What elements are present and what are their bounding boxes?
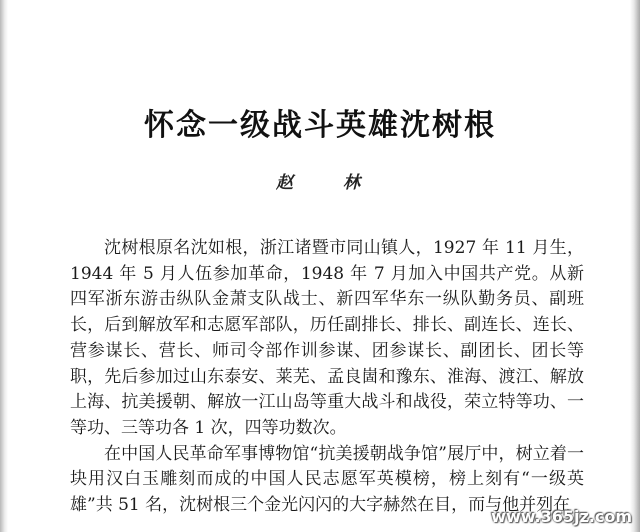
- page-edge-left: [0, 0, 8, 532]
- article-title: 怀念一级战斗英雄沈树根: [144, 108, 496, 143]
- paragraph-2: 在中国人民革命军事博物馆“抗美援朝战争馆”展厅中，树立着一块用汉白玉雕刻而成的中国人民志愿军英模榜，榜上刻有“一级英雄”共 51 名，沈树根三个金光闪闪的大字赫然在目，而与他并列在: [70, 443, 584, 516]
- page-edge-right: [630, 0, 640, 532]
- site-watermark: www.365jz.com: [491, 507, 632, 526]
- article-body: [70, 236, 584, 519]
- article-author: 赵 林: [276, 173, 382, 193]
- paragraph-1: 沈树根原名沈如根，浙江诸暨市同山镇人，1927 年 11 月生，1944 年 5 月人伍参加革命，1948 年 7 月加入中国共产党。从新四军浙东游击纵队金萧支队战士、新四军华东一纵队勤务员、副班长，后到解放军和志愿军部队，历任副排长、排长、副连长、连长、营参谋长、营长、师司令部作训参谋、团参谋长、副团长、团长等职，先后参加过山东泰安、莱芜、孟良崮和豫东、淮海、渡江、解放上海、抗美援朝、解放一江山岛等重大战斗和战役，荣立特等功、一等功、三等功各 1 次，四等功数次。: [70, 238, 584, 438]
